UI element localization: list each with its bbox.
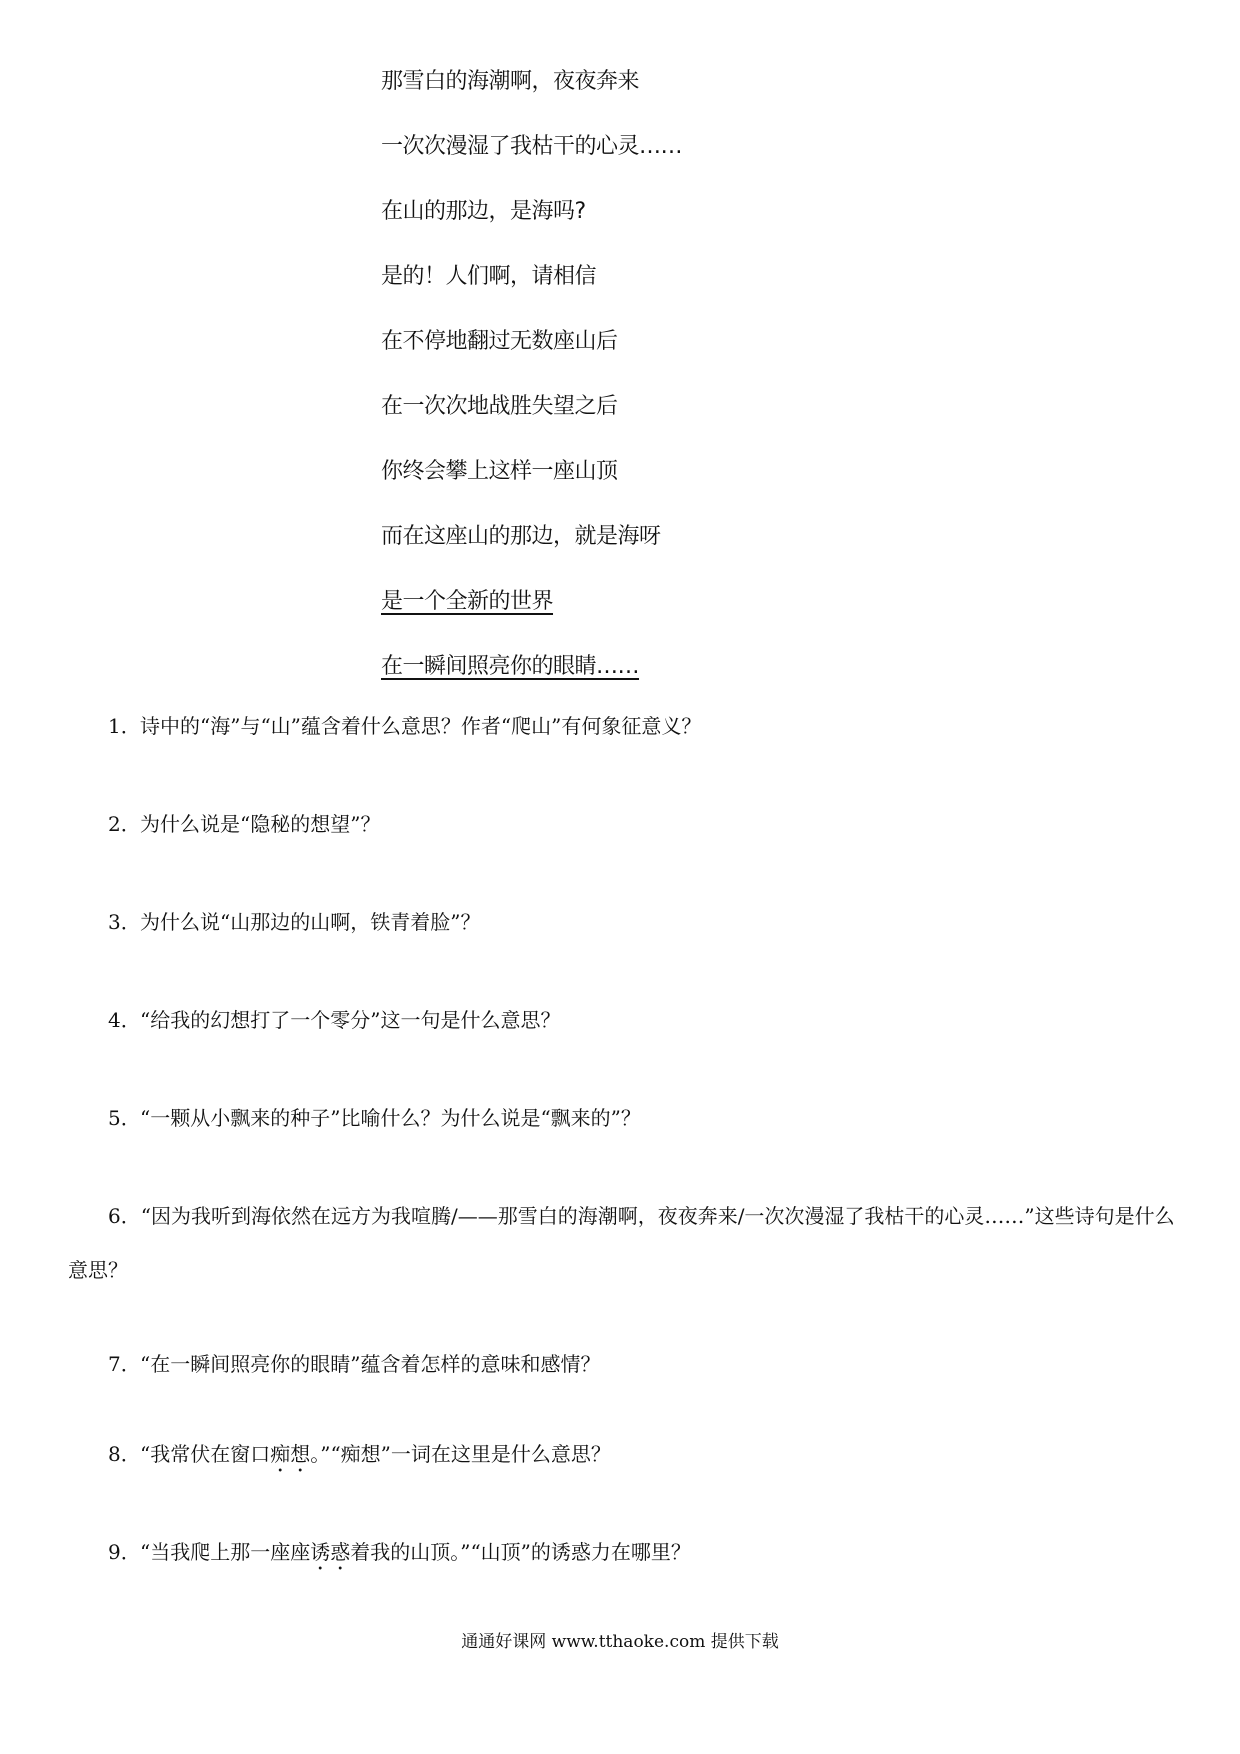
question-number: 6． [108, 1204, 141, 1228]
question-number: 2． [108, 812, 141, 836]
poem-line: 那雪白的海潮啊，夜夜奔来 [381, 69, 640, 94]
question-3 [108, 908, 480, 936]
poem-line: 在不停地翻过无数座山后 [381, 329, 618, 354]
question-text: “给我的幻想打了一个零分”这一句是什么意思？ [140, 1008, 561, 1032]
question-number: 4． [108, 1008, 141, 1032]
question-7 [108, 1350, 600, 1378]
page-footer: 通通好课网 www.tthaoke.com 提供下载 [461, 1632, 779, 1652]
question-number: 8． [108, 1442, 141, 1466]
question-2 [108, 810, 380, 838]
emphasized-word: 痴想 [270, 1442, 311, 1466]
question-text: 诗中的“海”与“山”蕴含着什么意思？作者“爬山”有何象征意义？ [140, 714, 702, 738]
poem-line: 在山的那边，是海吗? [381, 199, 586, 224]
question-4 [108, 1006, 560, 1034]
question-8 [108, 1440, 611, 1477]
poem-line: 是的！人们啊，请相信 [381, 264, 597, 289]
question-9 [108, 1538, 691, 1575]
poem-line: 你终会攀上这样一座山顶 [381, 459, 618, 484]
question-number: 5． [108, 1106, 141, 1130]
question-number: 3． [108, 910, 141, 934]
question-5 [108, 1104, 641, 1132]
question-text-after: 。”“痴想”一词在这里是什么意思？ [310, 1442, 611, 1466]
question-text-before: “当我爬上那一座座 [140, 1540, 311, 1564]
question-text-before: “我常伏在窗口 [140, 1442, 271, 1466]
question-1 [108, 712, 701, 740]
question-text: “因为我听到海依然在远方为我喧腾/——那雪白的海潮啊，夜夜奔来/一次次漫湿了我枯干的心灵……”这些诗句是什么意思？ [68, 1204, 1175, 1282]
question-number: 7． [108, 1352, 141, 1376]
emphasized-word: 诱惑 [310, 1540, 351, 1564]
question-6 [68, 1189, 1180, 1297]
question-text: 为什么说“山那边的山啊，铁青着脸”？ [140, 910, 481, 934]
question-number: 9． [108, 1540, 141, 1564]
question-text-after: 着我的山顶。”“山顶”的诱惑力在哪里？ [350, 1540, 691, 1564]
poem-line: 一次次漫湿了我枯干的心灵…… [381, 134, 683, 159]
poem-line-underlined: 在一瞬间照亮你的眼睛…… [381, 654, 640, 679]
poem-line: 在一次次地战胜失望之后 [381, 394, 618, 419]
question-text: “一颗从小飘来的种子”比喻什么？为什么说是“飘来的”？ [140, 1106, 641, 1130]
question-number: 1． [108, 714, 141, 738]
poem-line: 而在这座山的那边，就是海呀 [381, 524, 661, 549]
question-text: 为什么说是“隐秘的想望”？ [140, 812, 381, 836]
question-text: “在一瞬间照亮你的眼睛”蕴含着怎样的意味和感情？ [140, 1352, 601, 1376]
poem-line-underlined: 是一个全新的世界 [381, 589, 554, 614]
